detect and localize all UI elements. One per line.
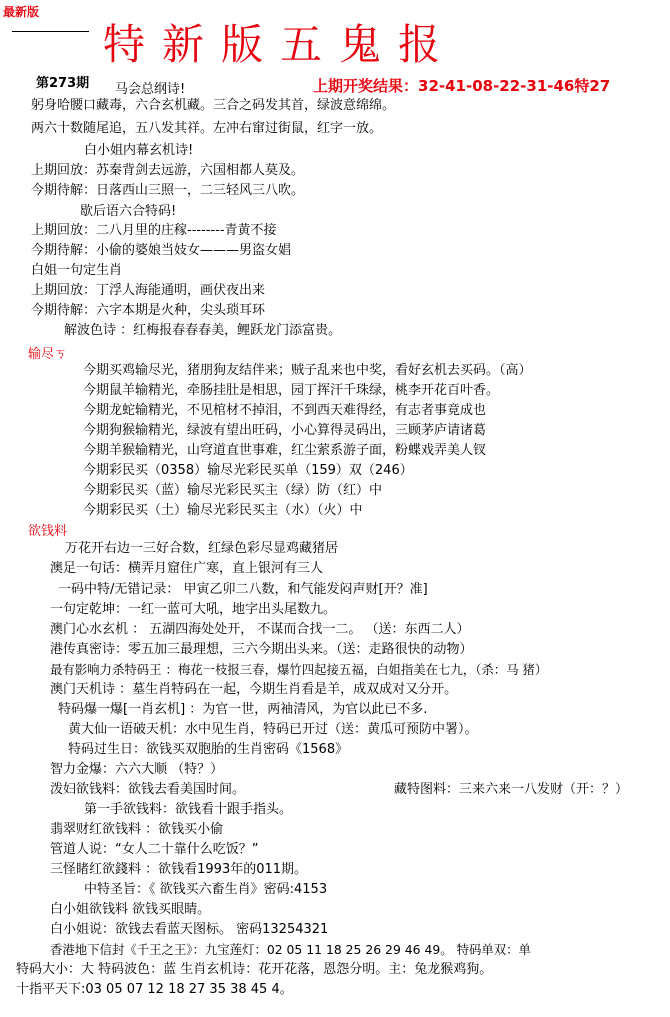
lose-line: 今期鼠羊输精光，牵肠挂肚是相思，园丁挥汗千珠绿，桃李开花百叶香。 (83, 383, 500, 398)
previous-result: 上期开奖结果：32-41-08-22-31-46特27 (313, 77, 611, 95)
want-line: 一句定乾坤：一红一蓝可大吼，地字出头尾数九。 (50, 602, 337, 617)
want-line: 泼妇欲钱料：欲钱去看美国时间。 (50, 782, 246, 797)
zodiac-current: 今期待解：六字本期是火种，尖头琐耳环 (31, 303, 266, 318)
xie-previous: 上期回放：二八月里的庄稼--------青黄不接 (31, 223, 277, 238)
want-line: 特码爆一爆[一肖玄机] ：为官一世，两袖清风，为官以此已不多. (58, 702, 428, 717)
want-line: 管道人说：“女人二十靠什么吃饭？” (50, 842, 259, 857)
want-line: 特码过生日：欲钱买双胞胎的生肖密码《1568》 (68, 742, 349, 757)
xie-current: 今期待解：小偷的婆娘当妓女———男盗女娼 (31, 243, 292, 258)
want-line: 十指平天下:03 05 07 12 18 27 35 38 45 4。 (16, 982, 293, 997)
wave-poem: 解波色诗 ：红梅报春春春美，鲤跃龙门添富贵。 (64, 323, 342, 338)
want-line: 智力金爆：六六大顺 （特？） (50, 762, 224, 777)
want-line: 白小姐欲钱料 欲钱买眼睛。 (50, 902, 211, 917)
cangte-line: 藏特图料：三来六来一八发财（开：？） (394, 782, 629, 797)
want-line: 最有影响力杀特码王 ：梅花一枝报三春，爆竹四起接五福，白姐指美在七九，（杀：马 猪） (50, 662, 548, 677)
want-heading: 欲钱料 (28, 524, 68, 539)
intro-line: 躬身哈腰口藏毒，六合玄机藏。三合之码发其首，绿波意绵绵。 (31, 98, 396, 113)
zodiac-previous: 上期回放：丁浮人海能通明，画伏夜出来 (31, 283, 266, 298)
want-line: 万花开右边一三好合数，红绿色彩尽显鸡藏猪居 (65, 541, 339, 556)
want-line: 中特圣旨：《 欲钱买六畜生肖》密码:4153 (84, 882, 328, 897)
edition-badge: 最新版 (3, 5, 40, 19)
page-title: 特新版五鬼报 (103, 20, 458, 69)
poem-heading: 马会总纲诗! (115, 82, 186, 97)
lose-line: 今期彩民买（0358）输尽光彩民买单（159）双（246） (83, 463, 413, 478)
lose-line: 今期彩民买（蓝）输尽光彩民买主（绿）防（红）中 (83, 483, 383, 498)
want-line: 澳足一句话：横弄月窟住广寒，直上银河有三人 (50, 561, 324, 576)
lose-line: 今期狗猴输精光，绿波有望出旺码，小心算得灵码出，三顾茅庐请诸葛 (83, 423, 487, 438)
want-line: 特码大小：大 特码波色：蓝 生肖玄机诗：花开花落，恩怨分明。主：兔龙猴鸡狗。 (16, 962, 493, 977)
want-line: 黄大仙一语破天机：水中见生肖，特码已开过（送：黄瓜可预防中署）。 (68, 722, 478, 737)
zodiac-heading: 白姐一句定生肖 (31, 263, 123, 278)
xie-heading: 歇后语六合特码! (80, 204, 177, 219)
want-line: 三怪睹红欲錢料 ：欲钱看1993年的011期。 (50, 862, 308, 877)
lose-line: 今期羊猴输精光，山穹道直世事难，红尘萦系游子面，粉蝶戏弄美人钗 (83, 443, 487, 458)
lose-line: 今期买鸡输尽光，猪朋狗友结伴来；贼子乱来也中奖，看好玄机去买码。（高） (83, 363, 532, 378)
lose-line: 今期龙蛇输精光，不见棺材不掉泪，不到西天难得经，有志者事竟成也 (83, 403, 487, 418)
want-line: 香港地下信封《千王之王》：九宝莲灯：02 05 11 18 25 26 29 46 49。 特码单双：单 (50, 942, 531, 957)
want-line: 第一手欲钱料：欲钱看十跟手指头。 (84, 802, 293, 817)
want-line: 一码中特/无错记录： 甲寅乙卯二八数，和气能发闷声财[开？准] (58, 582, 428, 597)
bai-current: 今期待解：日落西山三照一，二三轻风三八吹。 (31, 183, 305, 198)
lose-line: 今期彩民买（土）输尽光彩民买主（水）（火）中 (83, 503, 363, 518)
lose-heading: 输尽ㄎ (28, 347, 68, 362)
bai-heading: 白小姐内幕玄机诗! (84, 143, 194, 158)
intro-line: 两六十数随尾追，五八发其祥。左冲右窜过街鼠，红字一放。 (31, 121, 383, 136)
bai-previous: 上期回放：苏秦背剑去远游，六国相都人莫及。 (31, 163, 305, 178)
divider (12, 31, 89, 32)
want-line: 翡翠财红欲钱料 ：欲钱买小偷 (50, 822, 224, 837)
want-line: 澳门天机诗 ：墓生肖特码在一起，今期生肖看是羊，成双成对又分开。 (50, 682, 458, 697)
want-line: 白小姐说：欲钱去看蓝天图标。 密码13254321 (50, 922, 329, 937)
issue-number: 第273期 (36, 76, 90, 91)
want-line: 澳门心水玄机 ： 五湖四海处处开， 不谋而合找一二。 （送：东西二人） (50, 622, 470, 637)
want-line: 港传真密诗：零五加三最理想，三六今期出头来。（送：走路很快的动物） (50, 642, 473, 657)
